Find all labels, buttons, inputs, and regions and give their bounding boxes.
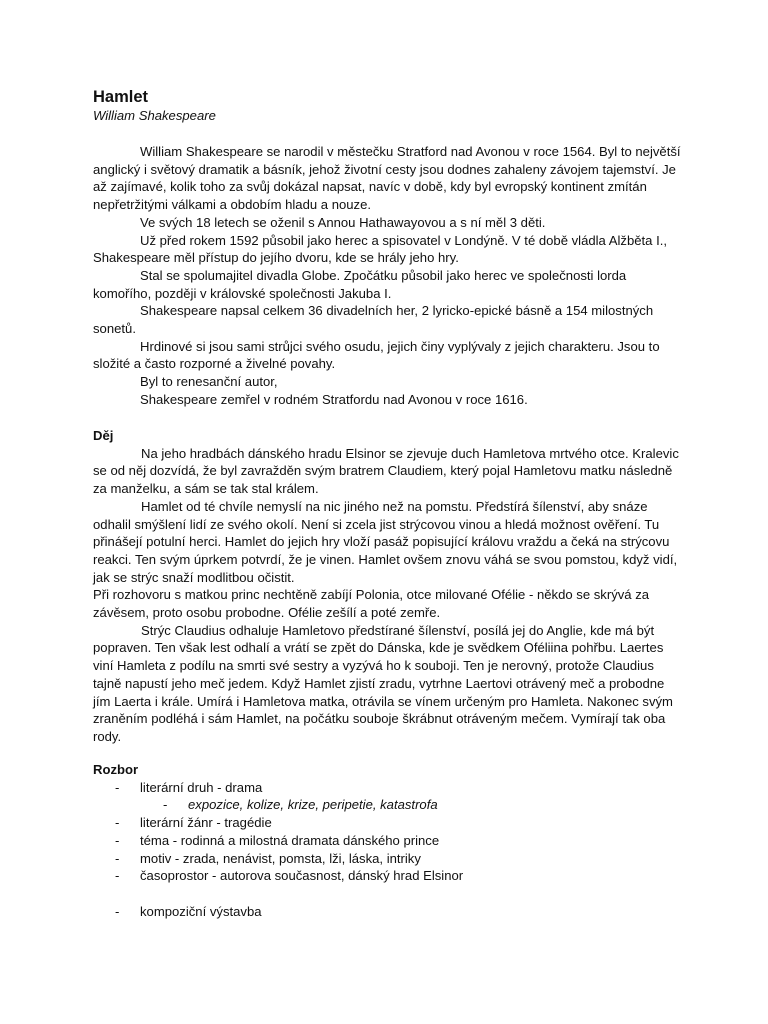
plot-heading: Děj: [93, 428, 114, 443]
list-item-text: téma - rodinná a milostná dramata dánského prince: [140, 832, 440, 848]
list-item-text: literární druh - drama: [140, 779, 263, 795]
list-item: [93, 832, 681, 850]
plot-paragraph: Na jeho hradbách dánského hradu Elsinor se zjevuje duch Hamletova mrtvého otce. Kralevic se od něj dozvídá, že byl zavražděn svým bratrem Claudiem, který pojal Hamletovu matku následně za manželku, a sám se tak stal králem.: [93, 445, 679, 497]
list-item: [93, 903, 681, 921]
analysis-heading: Rozbor: [93, 762, 139, 777]
biography-section: [93, 143, 681, 409]
bio-paragraph: William Shakespeare se narodil v městečku Stratford nad Avonou v roce 1564. Byl to největší anglický i světový dramatik a básník, jehož životní cesty jsou dodnes zahaleny závojem tajemství. Je až zajímavé, kolik toho za svůj dokázal napsat, navíc v době, kdy byl evropský kontinent zmítán nepřetržitými válkami a obdobím hladu a nouze.: [93, 144, 681, 213]
list-item-text: motiv - zrada, nenávist, pomsta, lži, láska, intriky: [140, 850, 421, 866]
bio-paragraph: Byl to renesanční autor,: [140, 374, 278, 390]
list-spacer: [93, 885, 681, 903]
plot-paragraph: Při rozhovoru s matkou princ nechtěně zabíjí Polonia, otce milované Ofélie - někdo se skrývá za závěsem, proto osobu probodne. Ofélie zešílí a poté zemře.: [93, 587, 650, 621]
list-marker: -: [115, 832, 120, 848]
bio-paragraph: Hrdinové si jsou sami strůjci svého osudu, jejich činy vyplývaly z jejich charakteru. Jsou to složité a často rozporné a živelné povahy.: [93, 338, 660, 372]
list-marker: -: [115, 868, 120, 884]
bio-paragraph: Už před rokem 1592 působil jako herec a spisovatel v Londýně. V té době vládla Alžběta I., Shakespeare měl přístup do jejího dvoru, kde se hrály jeho hry.: [93, 232, 667, 266]
plot-paragraph: Hamlet od té chvíle nemyslí na nic jiného než na pomstu. Předstírá šílenství, aby snáze odhalil smýšlení lidí ze svého okolí. Není si zcela jist strýcovou vinou a hledá možnost ověření. Tu přinášejí potulní herci. Hamlet do jejich hry vloží pasáž popisující královu vraždu a čeká na strýcovu reakci. Ten svým úprkem potvrdí, že je vinen. Hamlet ovšem znovu váhá se svou pomstou, když vidí, jak se strýc snaží modlitbou očistit.: [93, 498, 678, 585]
list-item: [93, 779, 681, 797]
list-marker: -: [115, 815, 120, 831]
list-marker: -: [115, 903, 120, 919]
bio-paragraph: Shakespeare napsal celkem 36 divadelních her, 2 lyricko-epické básně a 154 milostných sonetů.: [93, 303, 654, 337]
list-item-text: expozice, kolize, krize, peripetie, katastrofa: [188, 797, 438, 813]
plot-section: [93, 427, 681, 746]
list-item: [93, 814, 681, 832]
list-item-text: literární žánr - tragédie: [140, 815, 272, 831]
list-item-text: časoprostor - autorova současnost, dánský hrad Elsinor: [140, 868, 464, 884]
list-item-text: kompoziční výstavba: [140, 903, 262, 919]
page-title: Hamlet: [93, 88, 149, 106]
list-marker: -: [115, 850, 120, 866]
author-name: William Shakespeare: [93, 108, 216, 123]
plot-paragraph: Strýc Claudius odhaluje Hamletovo předstírané šílenství, posílá jej do Anglie, kde má být popraven. Ten však lest odhalí a vrátí se zpět do Dánska, kde je svědkem Oféliina pohřbu. Laertes viní Hamleta z podílu na smrti své sestry a vyzývá ho k souboji. Ten je nerovný, protože Claudius tajně napustí jeho meč jedem. Když Hamlet zjistí zradu, vytrhne Laertovi otrávený meč a probodne jím Laerta i krále. Umírá i Hamletova matka, otrávila se vínem určeným pro Hamleta. Nakonec svým zraněním podléhá i sám Hamlet, na počátku souboje škrábnut otráveným mečem. Vymírají tak oba rody.: [93, 622, 673, 744]
list-subitem: [93, 796, 681, 814]
analysis-list: [93, 779, 681, 921]
list-item: [93, 867, 681, 885]
list-marker: -: [115, 779, 120, 795]
header: [93, 87, 681, 125]
list-item: [93, 850, 681, 868]
bio-paragraph: Ve svých 18 letech se oženil s Annou Hathawayovou a s ní měl 3 děti.: [140, 214, 546, 230]
bio-paragraph: Stal se spolumajitel divadla Globe. Zpočátku působil jako herec ve společnosti lorda komořího, později v královské společnosti Jakuba I.: [93, 267, 627, 301]
list-marker: -: [163, 797, 168, 813]
analysis-section: [93, 761, 681, 920]
bio-paragraph: Shakespeare zemřel v rodném Stratfordu nad Avonou v roce 1616.: [140, 391, 528, 407]
